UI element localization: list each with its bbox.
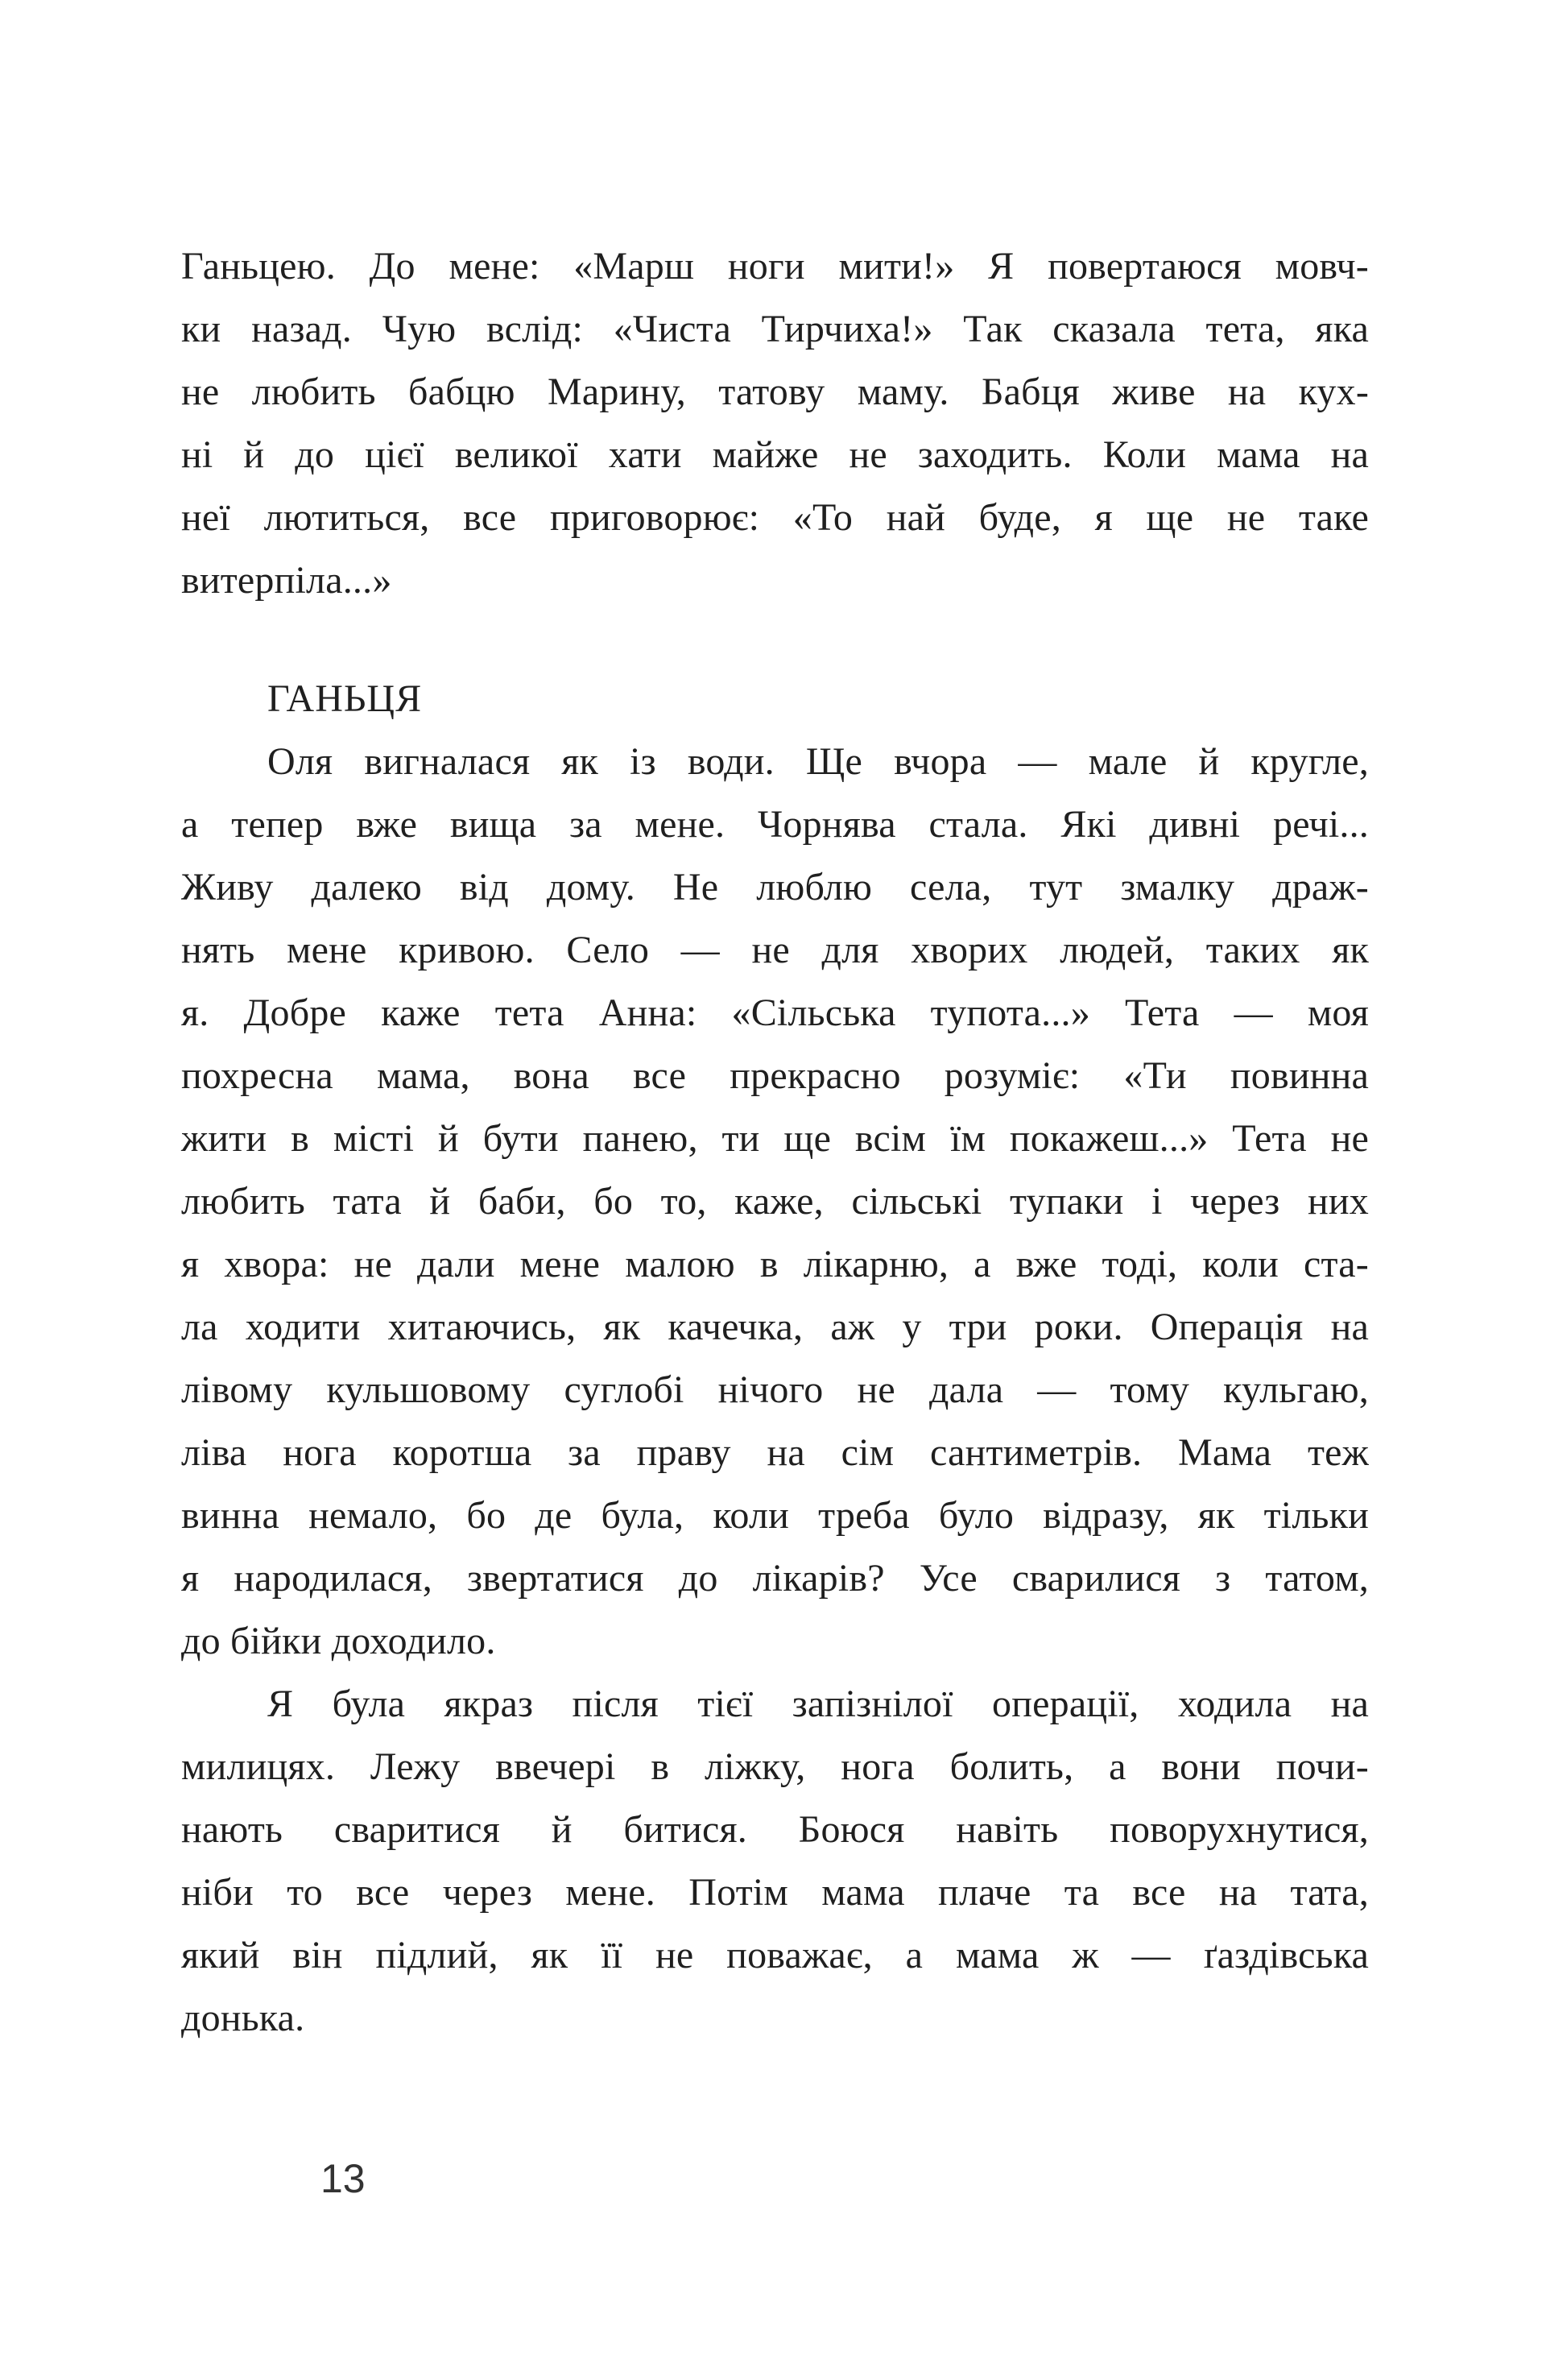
text-line: милицях. Лежу ввечері в ліжку, нога болить, а вони почи- <box>181 1745 1369 1788</box>
text-line: любить тата й баби, бо то, каже, сільські тупаки і через них <box>181 1180 1369 1223</box>
text-line: похресна мама, вона все прекрасно розуміє: «Ти повинна <box>181 1054 1369 1097</box>
text-line: витерпіла...» <box>181 559 392 602</box>
paragraph-3 <box>181 1673 1369 2050</box>
text-line: Живу далеко від дому. Не люблю села, тут змалку драж- <box>181 866 1369 909</box>
text-line: ні й до цієї великої хати майже не заходить. Коли мама на <box>181 433 1369 476</box>
text-line: а тепер вже вища за мене. Чорнява стала. Які дивні речі... <box>181 803 1369 846</box>
text-line: ніби то все через мене. Потім мама плаче та все на тата, <box>181 1871 1369 1914</box>
text-line: ла ходити хитаючись, як качечка, аж у три роки. Операція на <box>181 1306 1369 1348</box>
text-line: лівому кульшовому суглобі нічого не дала — тому кульгаю, <box>181 1368 1369 1411</box>
text-line: донька. <box>181 1997 305 2039</box>
text-line: Оля вигналася як із води. Ще вчора — мале й кругле, <box>267 740 1369 783</box>
section-heading: ГАНЬЦЯ <box>267 677 423 720</box>
page-number: 13 <box>320 2156 366 2201</box>
text-line: ки назад. Чую вслід: «Чиста Тирчиха!» Так сказала тета, яка <box>181 308 1369 350</box>
text-line: я хвора: не дали мене малою в лікарню, а вже тоді, коли ста- <box>181 1243 1369 1285</box>
text-line: неї лютиться, все приговорює: «То най буде, я ще не таке <box>181 496 1369 539</box>
text-block <box>181 235 1369 2050</box>
text-line: винна немало, бо де була, коли треба було відразу, як тільки <box>181 1494 1369 1537</box>
text-line: я. Добре каже тета Анна: «Сільська тупота...» Тета — моя <box>181 991 1369 1034</box>
text-line: жити в місті й бути панею, ти ще всім їм покажеш...» Тета не <box>181 1117 1369 1160</box>
text-line: Ганьцею. До мене: «Марш ноги мити!» Я повертаюся мовч- <box>181 245 1369 288</box>
text-line: ліва нога коротша за праву на сім сантиметрів. Мама теж <box>181 1431 1369 1474</box>
text-line: до бійки доходило. <box>181 1620 496 1662</box>
text-line: Я була якраз після тієї запізнілої операції, ходила на <box>267 1683 1369 1725</box>
text-line: я народилася, звертатися до лікарів? Усе сварилися з татом, <box>181 1557 1369 1600</box>
text-line: який він підлий, як її не поважає, а мама ж — ґаздівська <box>181 1934 1369 1976</box>
paragraph-1 <box>181 235 1369 612</box>
text-line: нять мене кривою. Село — не для хворих людей, таких як <box>181 929 1369 971</box>
paragraph-2 <box>181 731 1369 1673</box>
text-line: нають сваритися й битися. Боюся навіть поворухнутися, <box>181 1808 1369 1851</box>
text-line: не любить бабцю Марину, татову маму. Бабця живе на кух- <box>181 370 1369 413</box>
